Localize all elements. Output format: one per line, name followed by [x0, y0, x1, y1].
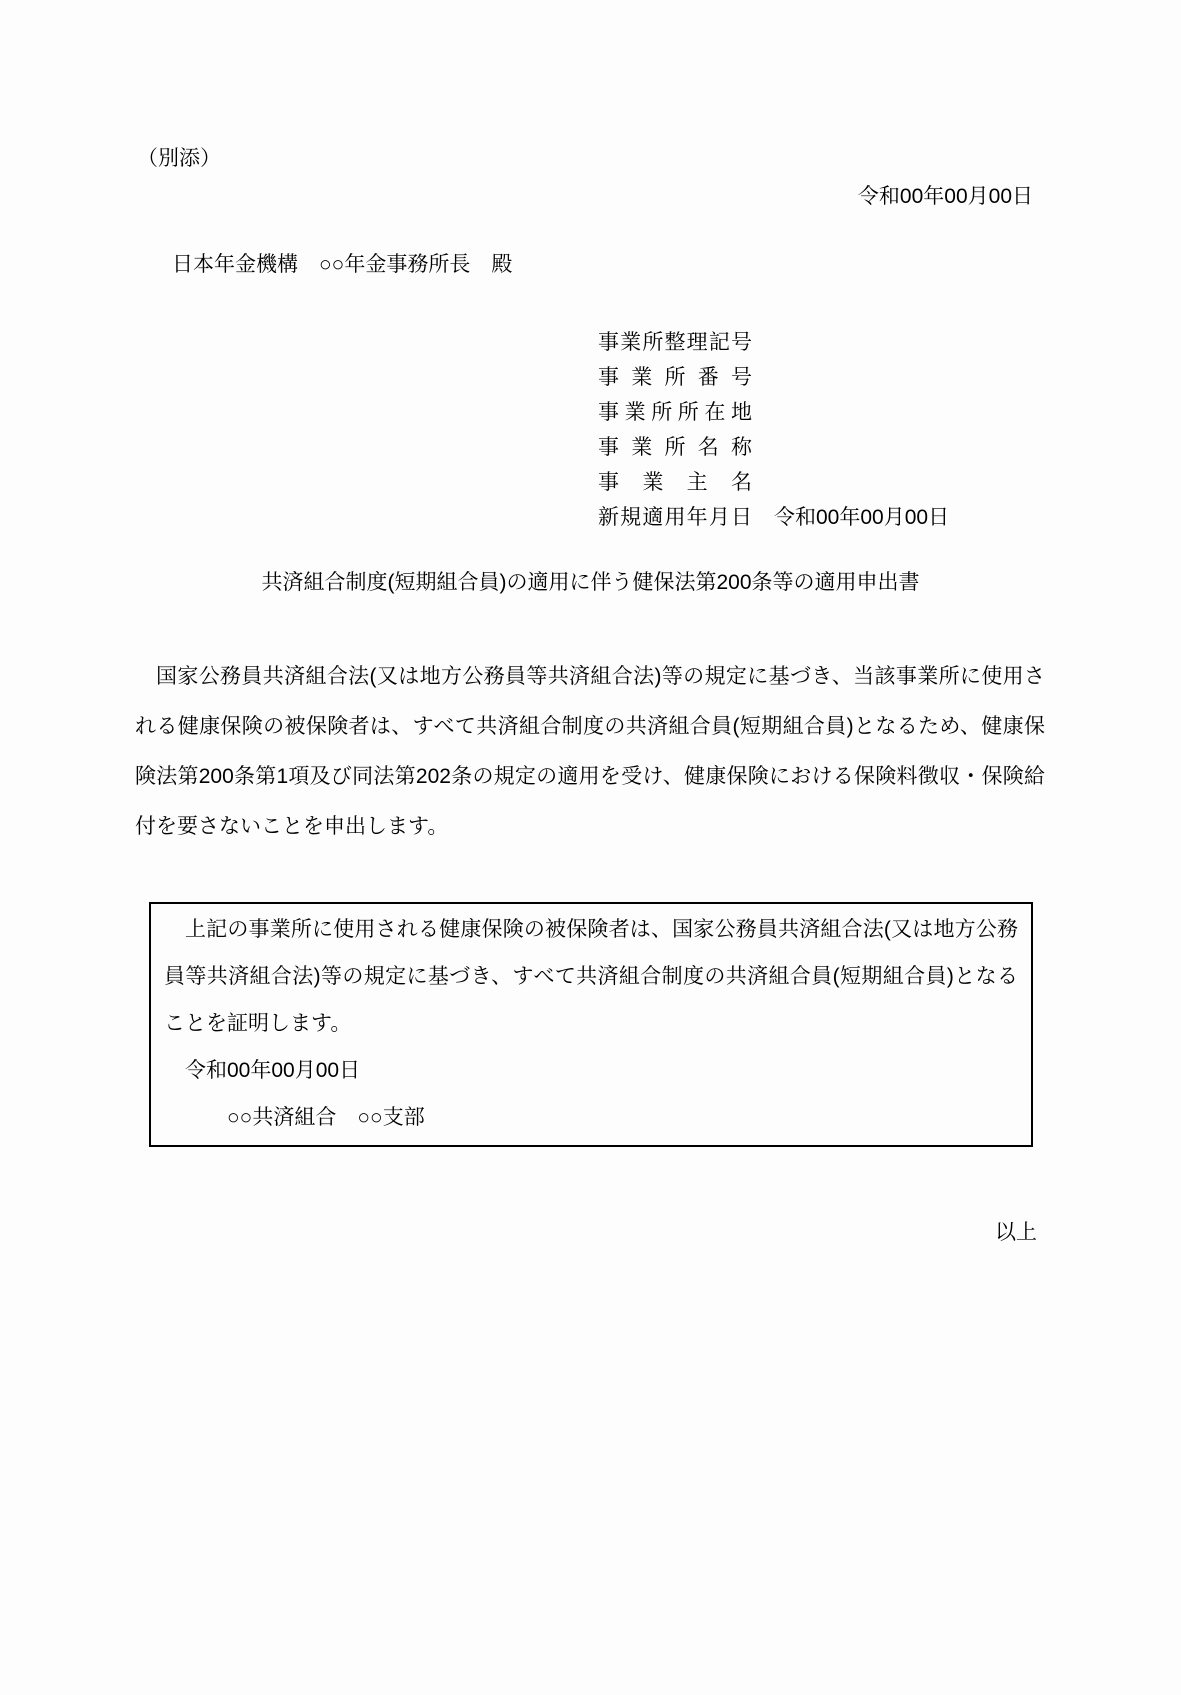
certification-date: 令和00年00月00日: [185, 1059, 361, 1082]
field-row-office-number: [598, 360, 949, 395]
field-row-office-name: [598, 430, 949, 465]
issue-date: 令和00年00月00日: [857, 185, 1033, 208]
field-row-office-address: [598, 395, 949, 430]
closing-mark: 以上: [995, 1221, 1037, 1244]
field-label: 事業所番号: [598, 366, 752, 389]
application-body-paragraph: 国家公務員共済組合法(又は地方公務員等共済組合法)等の規定に基づき、当該事業所に使用される健康保険の被保険者は、すべて共済組合制度の共済組合員(短期組合員)となるため、健康保険法第200条第1項及び同法第202条の規定の適用を受け、健康保険における保険料徴収・保険給付を要さないことを申出します。: [135, 665, 1045, 838]
field-row-new-application-date: [598, 500, 949, 535]
attachment-note: （別添）: [137, 147, 221, 170]
field-label: 新規適用年月日: [598, 506, 752, 529]
field-row-employer-name: [598, 465, 949, 500]
field-row-office-code: [598, 325, 949, 360]
field-value: 令和00年00月00日: [774, 506, 950, 529]
addressee-line: 日本年金機構 ○○年金事務所長 殿: [172, 253, 513, 276]
field-label: 事業所名称: [598, 436, 752, 459]
certification-paragraph: 上記の事業所に使用される健康保険の被保険者は、国家公務員共済組合法(又は地方公務員等共済組合法)等の規定に基づき、すべて共済組合制度の共済組合員(短期組合員)となることを証明します。: [164, 918, 1018, 1035]
field-label: 事業所所在地: [598, 401, 752, 424]
field-label: 事業所整理記号: [598, 331, 752, 354]
office-fields-block: [598, 325, 949, 535]
field-label: 事業主名: [598, 471, 752, 494]
certification-box: [149, 902, 1033, 1147]
certification-signature: ○○共済組合 ○○支部: [227, 1106, 425, 1129]
document-title: 共済組合制度(短期組合員)の適用に伴う健保法第200条等の適用申出書: [261, 571, 920, 594]
